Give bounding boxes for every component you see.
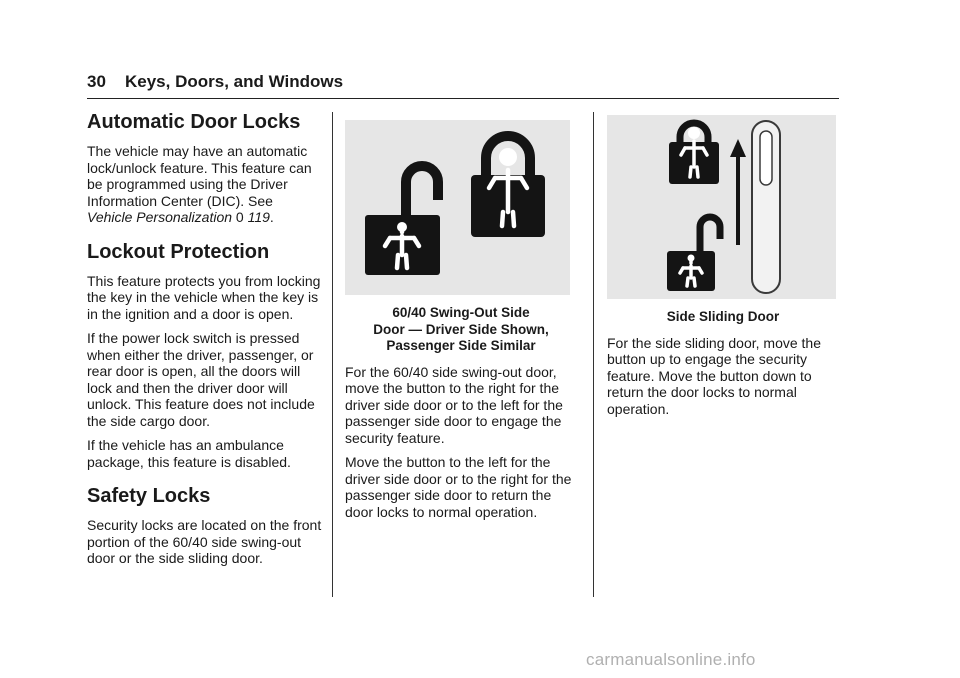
column-3 [607, 115, 839, 425]
paragraph-swing-out-1: For the 60/40 side swing-out door, move the button to the right for the driver side door or to the left for the passenger side door to engage the security feature. [345, 363, 563, 446]
figure-caption-sliding: Side Sliding Door [666, 309, 780, 324]
paragraph-safety: Security locks are located on the front portion of the 60/40 side swing-out door or the side sliding door. [87, 517, 322, 566]
swing-out-door-lock-figure [345, 120, 570, 295]
watermark: carmanualsonline.info [586, 650, 756, 669]
column-divider-2 [593, 112, 594, 597]
page-header [87, 72, 839, 92]
heading-safety-locks: Safety Locks [87, 485, 211, 507]
header-rule [87, 98, 839, 99]
locked-padlock-icon [471, 136, 545, 237]
column-divider-1 [332, 112, 333, 597]
lock-slider-button [752, 121, 780, 293]
figure-caption-swing-out: 60/40 Swing-Out Side Door — Driver Side Shown, Passenger Side Similar [373, 305, 549, 353]
paragraph-lockout-1: This feature protects you from locking the key in the vehicle when the key is in the ignition and a door is open. [87, 272, 321, 322]
section-title: Keys, Doors, and Windows [125, 72, 344, 91]
xref-symbol: 0 [235, 209, 244, 225]
paragraph-sliding: For the side sliding door, move the button up to engage the security feature. Move the button down to return the door locks to normal operation. [607, 334, 822, 417]
column-1 [87, 110, 325, 575]
heading-lockout-protection: Lockout Protection [87, 240, 270, 263]
column-2 [345, 120, 577, 528]
sliding-door-lock-figure [607, 115, 836, 299]
paragraph-lockout-3: If the vehicle has an ambulance package, this feature is disabled. [87, 437, 291, 470]
paragraph-lockout-2: If the power lock switch is pressed when either the driver, passenger, or rear door is open, all the doors will lock and then the driver door will unlock. This feature does not include the side cargo door. [87, 330, 315, 429]
paragraph-swing-out-2: Move the button to the left for the driver side door or to the right for the passenger side door to return the door locks to normal operation. [345, 454, 572, 520]
paragraph-automatic: The vehicle may have an automatic lock/unlock feature. This feature can be programmed using the Driver Information Center (DIC). See Vehicle Personalization 0 119. [87, 143, 312, 225]
heading-automatic-door-locks: Automatic Door Locks [87, 111, 301, 133]
xref-page[interactable]: 119 [247, 209, 270, 225]
page-number: 30 [87, 72, 106, 91]
xref-link[interactable]: Vehicle Personalization [87, 209, 233, 225]
